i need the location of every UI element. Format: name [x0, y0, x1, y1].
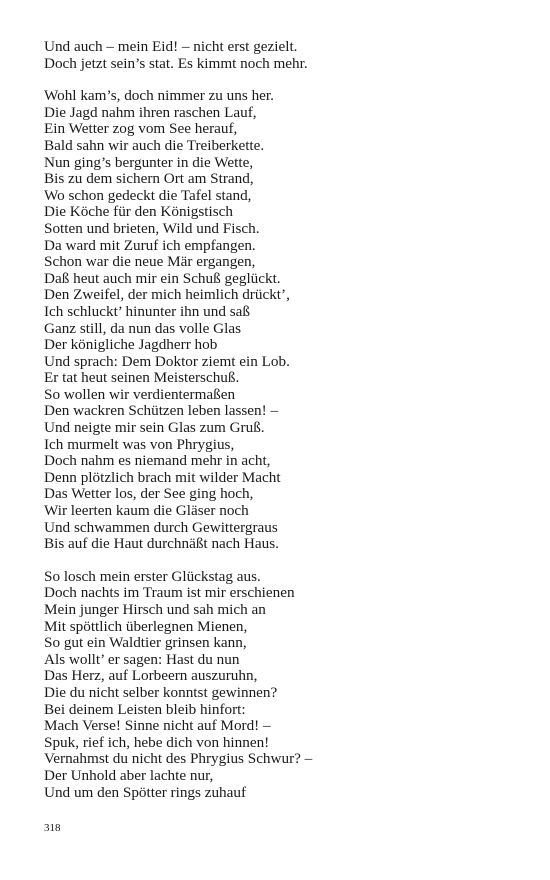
stanza-2: [44, 88, 524, 553]
verse-line: Ich murmelt was von Phrygius,: [44, 435, 235, 453]
verse-line: Ein Wetter zog vom See herauf,: [44, 120, 238, 138]
verse-line: Das Wetter los, der See ging hoch,: [44, 485, 254, 503]
verse-line: Wo schon gedeckt die Tafel stand,: [44, 186, 252, 204]
verse-line: Das Herz, auf Lorbeern auszuruhn,: [44, 667, 258, 685]
verse-line: So wollen wir verdientermaßen: [44, 385, 236, 403]
verse-line: Nun ging’s bergunter in die Wette,: [44, 153, 254, 171]
verse-line: Und auch – mein Eid! – nicht erst gezielt.: [44, 38, 298, 55]
verse-line: Der königliche Jagdherr hob: [44, 336, 218, 354]
verse-line: Er tat heut seinen Meisterschuß.: [44, 369, 240, 387]
verse-line: Bis zu dem sichern Ort am Strand,: [44, 170, 254, 188]
verse-line: Den Zweifel, der mich heimlich drückt’,: [44, 286, 290, 304]
verse-line: Doch jetzt sein’s stat. Es kimmt noch mehr.: [44, 54, 308, 72]
verse-line: Die du nicht selber konntst gewinnen?: [44, 683, 278, 701]
page-number: 318: [44, 822, 61, 834]
verse-line: Als wollt’ er sagen: Hast du nun: [44, 650, 240, 668]
verse-line: Mach Verse! Sinne nicht auf Mord! –: [44, 717, 271, 735]
verse-line: Sotten und brieten, Wild und Fisch.: [44, 219, 260, 237]
verse-line: Mit spöttlich überlegnen Mienen,: [44, 617, 248, 635]
verse-line: Und sprach: Dem Doktor ziemt ein Lob.: [44, 352, 290, 370]
verse-line: Spuk, rief ich, hebe dich von hinnen!: [44, 733, 270, 751]
verse-line: Vernahmst du nicht des Phrygius Schwur? –: [44, 750, 313, 768]
verse-line: Bis auf die Haut durchnäßt nach Haus.: [44, 535, 279, 553]
verse-line: Bei deinem Leisten bleib hinfort:: [44, 700, 246, 718]
verse-line: Und schwammen durch Gewittergraus: [44, 518, 278, 536]
verse-line: Denn plötzlich brach mit wilder Macht: [44, 468, 281, 486]
poem-text: [44, 39, 524, 801]
verse-line: Daß heut auch mir ein Schuß geglückt.: [44, 269, 281, 287]
verse-line: So losch mein erster Glückstag aus.: [44, 567, 261, 585]
verse-line: Die Köche für den Königstisch: [44, 203, 233, 221]
verse-line: Doch nahm es niemand mehr in acht,: [44, 452, 271, 470]
verse-line: Die Jagd nahm ihren raschen Lauf,: [44, 103, 257, 121]
verse-line: Der Unhold aber lachte nur,: [44, 766, 214, 784]
verse-line: Wohl kam’s, doch nimmer zu uns her.: [44, 87, 274, 105]
verse-line: Und neigte mir sein Glas zum Gruß.: [44, 419, 265, 437]
verse-line: Schon war die neue Mär ergangen,: [44, 253, 256, 271]
verse-line: Den wackren Schützen leben lassen! –: [44, 402, 279, 420]
stanza-3: [44, 569, 524, 801]
verse-line: Wir leerten kaum die Gläser noch: [44, 502, 249, 520]
verse-line: Doch nachts im Traum ist mir erschienen: [44, 584, 295, 602]
verse-line: Da ward mit Zuruf ich empfangen.: [44, 236, 256, 254]
verse-line: Bald sahn wir auch die Treiberkette.: [44, 136, 265, 154]
verse-line: Mein junger Hirsch und sah mich an: [44, 601, 266, 618]
verse-line: Und um den Spötter rings zuhauf: [44, 783, 247, 801]
verse-line: Ich schluckt’ hinunter ihn und saß: [44, 302, 250, 320]
stanza-1: [44, 39, 524, 72]
verse-line: So gut ein Waldtier grinsen kann,: [44, 634, 247, 652]
verse-line: Ganz still, da nun das volle Glas: [44, 319, 241, 337]
